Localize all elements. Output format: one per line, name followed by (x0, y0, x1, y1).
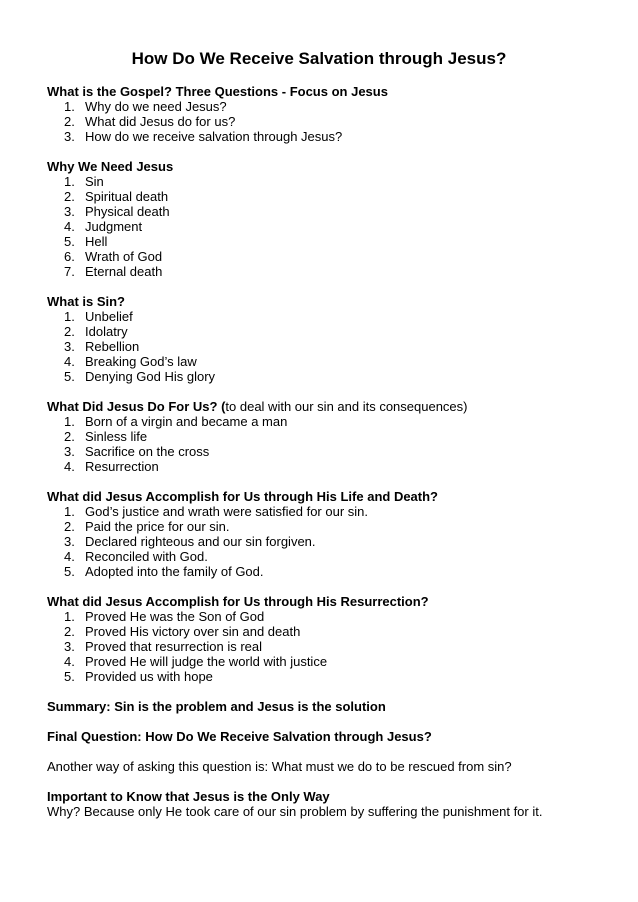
list-item-text: Sinless life (85, 429, 148, 444)
list-item (47, 114, 607, 129)
list-item (47, 339, 607, 354)
list-item-text: Sin (85, 174, 104, 189)
list-item-number: 2. (64, 114, 75, 129)
summary-section (47, 699, 607, 714)
list-item (47, 429, 607, 444)
list-item-text: Sacrifice on the cross (85, 444, 210, 459)
section-heading (47, 489, 607, 504)
list-item-text: Born of a virgin and became a man (85, 414, 288, 429)
numbered-list (47, 309, 607, 384)
list-item (47, 639, 607, 654)
list-item-text: Adopted into the family of God. (85, 564, 264, 579)
list-item-text: Wrath of God (85, 249, 163, 264)
list-item-number: 1. (64, 609, 75, 624)
list-item-text: What did Jesus do for us? (85, 114, 236, 129)
list-section (47, 159, 607, 279)
list-item (47, 219, 607, 234)
list-item (47, 549, 607, 564)
list-item-text: Proved His victory over sin and death (85, 624, 301, 639)
list-item-text: Provided us with hope (85, 669, 213, 684)
section-heading-text: What is the Gospel? Three Questions - Focus on Jesus (47, 84, 388, 99)
list-item-number: 3. (64, 639, 75, 654)
list-item (47, 249, 607, 264)
list-item-number: 3. (64, 129, 75, 144)
list-item-number: 6. (64, 249, 75, 264)
list-item (47, 534, 607, 549)
only-way-section (47, 789, 607, 819)
list-item (47, 234, 607, 249)
section-heading-text: Why We Need Jesus (47, 159, 174, 174)
numbered-list (47, 504, 607, 579)
numbered-list (47, 609, 607, 684)
list-section (47, 84, 607, 144)
list-item-text: Hell (85, 234, 108, 249)
section-heading-note: to deal with our sin and its consequences) (225, 399, 468, 414)
list-item-text: Breaking God’s law (85, 354, 197, 369)
list-item-number: 3. (64, 444, 75, 459)
list-item-text: Proved that resurrection is real (85, 639, 263, 654)
list-item (47, 519, 607, 534)
list-section (47, 489, 607, 579)
list-item (47, 669, 607, 684)
list-item (47, 99, 607, 114)
list-item-number: 1. (64, 414, 75, 429)
list-item-text: Resurrection (85, 459, 159, 474)
list-item-number: 1. (64, 504, 75, 519)
list-item (47, 369, 607, 384)
section-heading-text: What did Jesus Accomplish for Us through His Life and Death? (47, 489, 438, 504)
list-item-text: Proved He was the Son of God (85, 609, 265, 624)
list-item-text: How do we receive salvation through Jesus? (85, 129, 343, 144)
list-item-number: 3. (64, 204, 75, 219)
section-heading-text: What did Jesus Accomplish for Us through His Resurrection? (47, 594, 429, 609)
summary-heading: Summary: Sin is the problem and Jesus is the solution (47, 699, 386, 714)
numbered-list (47, 414, 607, 474)
final-question-section (47, 729, 607, 744)
list-item-text: Idolatry (85, 324, 128, 339)
final-question-heading: Final Question: How Do We Receive Salvation through Jesus? (47, 729, 432, 744)
numbered-list (47, 99, 607, 144)
list-item-number: 4. (64, 654, 75, 669)
section-heading (47, 84, 607, 99)
list-item (47, 189, 607, 204)
list-item (47, 444, 607, 459)
sections-container (47, 84, 607, 684)
list-item-number: 4. (64, 459, 75, 474)
list-item-number: 2. (64, 189, 75, 204)
list-item-number: 4. (64, 549, 75, 564)
list-item-text: Denying God His glory (85, 369, 216, 384)
list-item-text: God’s justice and wrath were satisfied for our sin. (85, 504, 369, 519)
list-item-number: 4. (64, 219, 75, 234)
section-heading (47, 294, 607, 309)
list-item (47, 309, 607, 324)
list-item-text: Unbelief (85, 309, 133, 324)
section-heading (47, 594, 607, 609)
only-way-heading: Important to Know that Jesus is the Only Way (47, 789, 330, 804)
list-item-text: Spiritual death (85, 189, 169, 204)
list-item-text: Eternal death (85, 264, 163, 279)
list-item (47, 459, 607, 474)
list-item (47, 624, 607, 639)
another-way-paragraph: Another way of asking this question is: What must we do to be rescued from sin? (47, 759, 512, 774)
list-item (47, 654, 607, 669)
numbered-list (47, 174, 607, 279)
list-item (47, 504, 607, 519)
section-heading (47, 399, 607, 414)
list-item-number: 2. (64, 624, 75, 639)
page-title: How Do We Receive Salvation through Jesus? (131, 49, 507, 68)
list-item-number: 2. (64, 324, 75, 339)
list-item (47, 564, 607, 579)
section-heading-text: What Did Jesus Do For Us? ( (47, 399, 226, 414)
list-item-number: 2. (64, 519, 75, 534)
list-item-number: 5. (64, 669, 75, 684)
list-item (47, 174, 607, 189)
list-item-text: Declared righteous and our sin forgiven. (85, 534, 316, 549)
list-item (47, 609, 607, 624)
list-item-number: 3. (64, 339, 75, 354)
list-item-number: 4. (64, 354, 75, 369)
list-item-text: Rebellion (85, 339, 140, 354)
list-item-text: Proved He will judge the world with justice (85, 654, 328, 669)
list-item (47, 324, 607, 339)
only-way-paragraph: Why? Because only He took care of our sin problem by suffering the punishment for it. (47, 804, 543, 819)
list-item (47, 264, 607, 279)
document-content (47, 84, 607, 834)
list-item-text: Physical death (85, 204, 170, 219)
list-section (47, 294, 607, 384)
list-item-text: Reconciled with God. (85, 549, 208, 564)
list-item-number: 5. (64, 369, 75, 384)
list-item-number: 5. (64, 564, 75, 579)
list-section (47, 399, 607, 474)
list-item (47, 414, 607, 429)
section-heading (47, 159, 607, 174)
list-item-text: Why do we need Jesus? (85, 99, 227, 114)
another-way-section (47, 759, 607, 774)
list-item (47, 204, 607, 219)
list-item-number: 1. (64, 174, 75, 189)
list-item-text: Judgment (85, 219, 143, 234)
list-item-number: 1. (64, 309, 75, 324)
section-heading-text: What is Sin? (47, 294, 125, 309)
list-item (47, 129, 607, 144)
list-item-number: 2. (64, 429, 75, 444)
list-item-number: 5. (64, 234, 75, 249)
list-item-number: 7. (64, 264, 75, 279)
list-item-text: Paid the price for our sin. (85, 519, 230, 534)
list-section (47, 594, 607, 684)
list-item-number: 3. (64, 534, 75, 549)
list-item (47, 354, 607, 369)
list-item-number: 1. (64, 99, 75, 114)
